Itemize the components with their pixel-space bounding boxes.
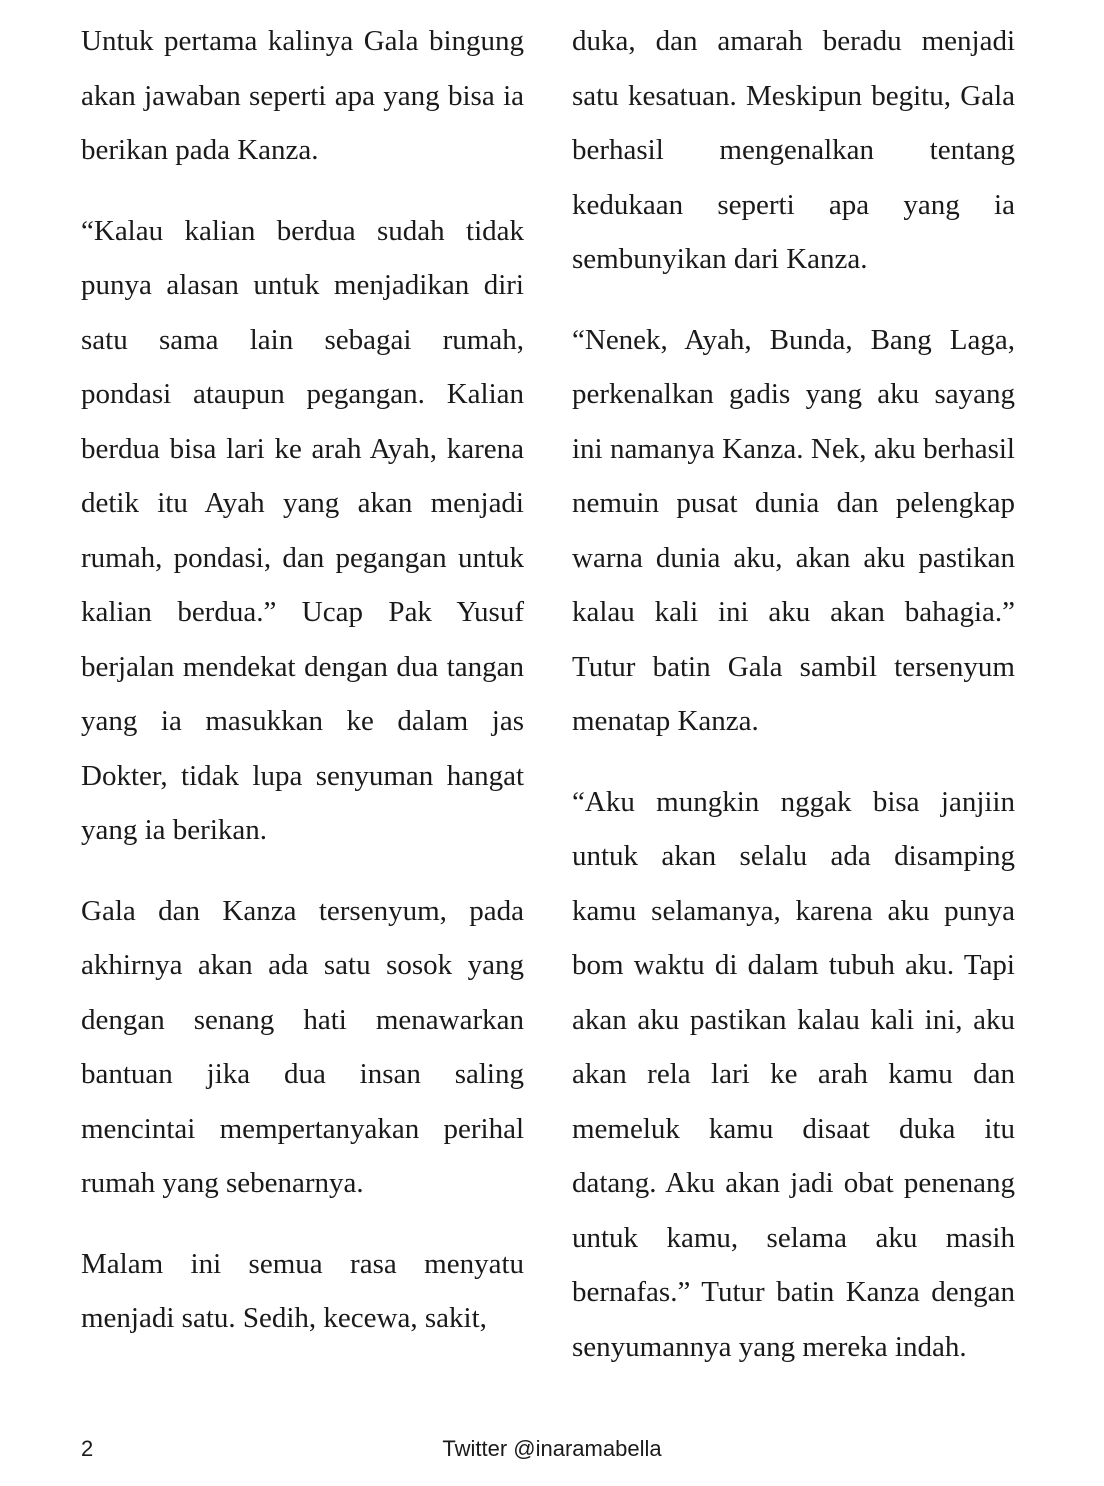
page-footer xyxy=(0,1432,1104,1466)
paragraph: Gala dan Kanza tersenyum, pada akhirnya akan ada satu sosok yang dengan senang hati menawarkan bantuan jika dua insan saling mencintai mempertanyakan perihal rumah yang sebenarnya. xyxy=(81,894,524,1199)
page-number: 2 xyxy=(81,1436,94,1461)
paragraph: “Aku mungkin nggak bisa janjiin untuk akan selalu ada disamping kamu selamanya, karena aku punya bom waktu di dalam tubuh aku. Tapi akan aku pastikan kalau kali ini, aku akan rela lari ke arah kamu dan memeluk kamu disaat duka itu datang. Aku akan jadi obat penenang untuk kamu, selama aku masih bernafas.” Tutur batin Kanza dengan senyumannya yang mereka indah. xyxy=(572,785,1015,1363)
right-column xyxy=(572,14,1015,1400)
paragraph: “Kalau kalian berdua sudah tidak punya alasan untuk menjadikan diri satu sama lain sebagai rumah, pondasi ataupun pegangan. Kalian berdua bisa lari ke arah Ayah, karena detik itu Ayah yang akan menjadi rumah, pondasi, dan pegangan untuk kalian berdua.” Ucap Pak Yusuf berjalan mendekat dengan dua tangan yang ia masukkan ke dalam jas Dokter, tidak lupa senyuman hangat yang ia berikan. xyxy=(81,214,524,846)
paragraph: “Nenek, Ayah, Bunda, Bang Laga, perkenalkan gadis yang aku sayang ini namanya Kanza. Nek, aku berhasil nemuin pusat dunia dan pelengkap warna dunia aku, akan aku pastikan kalau kali ini aku akan bahagia.” Tutur batin Gala sambil tersenyum menatap Kanza. xyxy=(572,323,1015,737)
paragraph: Untuk pertama kalinya Gala bingung akan jawaban seperti apa yang bisa ia berikan pada Kanza. xyxy=(81,25,524,166)
paragraph: Malam ini semua rasa menyatu menjadi satu. Sedih, kecewa, sakit, xyxy=(81,1247,524,1334)
left-column xyxy=(81,14,524,1372)
paragraph: duka, dan amarah beradu menjadi satu kesatuan. Meskipun begitu, Gala berhasil mengenalkan tentang kedukaan seperti apa yang ia sembunyikan dari Kanza. xyxy=(572,25,1015,275)
footer-credit: Twitter @inaramabella xyxy=(442,1436,662,1461)
